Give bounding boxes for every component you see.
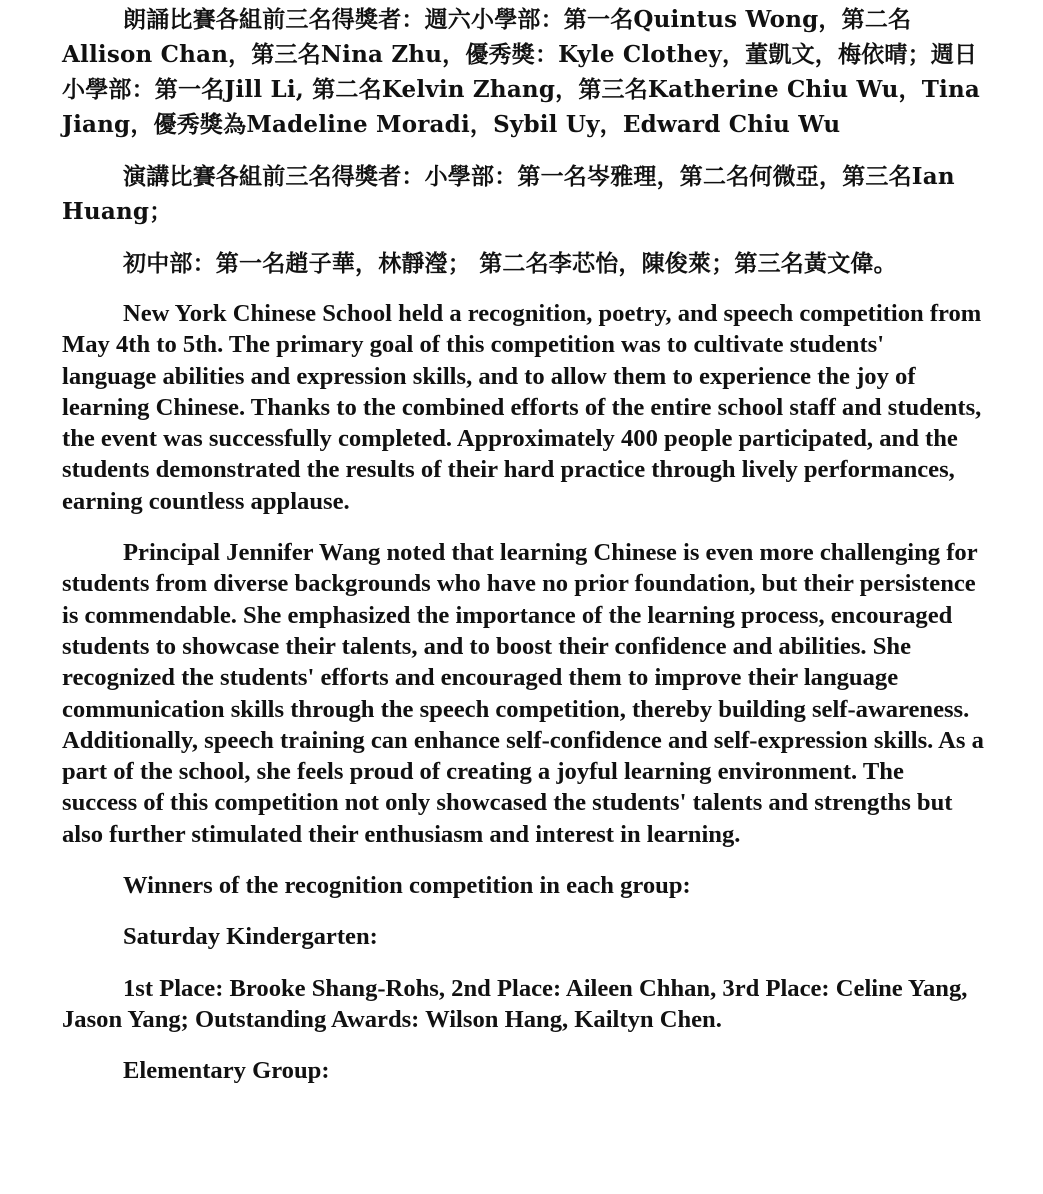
document-page [62,0,984,1107]
recognition-winners-heading: Winners of the recognition competition in each group: [123,872,691,900]
saturday-kindergarten-heading: Saturday Kindergarten: [123,923,378,951]
principal-remarks-paragraph: Principal Jennifer Wang noted that learning Chinese is even more challenging for students from diverse backgrounds who have no prior foundation, but their persistence is commendable. She emphasized the importance of the learning process, encouraged students to showcase their talents, and to boost their confidence and abilities. She recognized the students' efforts and encouraged them to improve their language communication skills through the speech competition, thereby building self-awareness. Additionally, speech training can enhance self-confidence and self-expression skills. As a part of the school, she feels proud of creating a joyful learning environment. The success of this competition not only showcased the students' talents and strengths but also further stimulated their enthusiasm and interest in learning. [62,539,984,848]
saturday-kindergarten-winners: 1st Place: Brooke Shang-Rohs, 2nd Place: Aileen Chhan, 3rd Place: Celine Yang, Jason Yang; Outstanding Awards: Wilson Hang, Kailtyn Chen. [62,974,968,1033]
event-summary-paragraph: New York Chinese School held a recognition, poetry, and speech competition from May 4th to 5th. The primary goal of this competition was to cultivate students' language abilities and expression skills, and to allow them to experience the joy of learning Chinese. Thanks to the combined efforts of the entire school staff and students, the event was successfully completed. Approximately 400 people participated, and the students demonstrated the results of their hard practice through lively performances, earning countless applause. [62,300,982,515]
speech-junior-high-winners-paragraph: 初中部：第一名趙子華，林靜瀅； 第二名李芯怡，陳俊萊；第三名黃文偉。 [123,250,897,277]
speech-elementary-winners-paragraph: 演講比賽各組前三名得獎者：小學部：第一名岑雅理，第二名何微亞，第三名Ian Huang； [62,163,955,225]
elementary-group-heading: Elementary Group: [123,1057,330,1085]
recitation-winners-paragraph: 朗誦比賽各組前三名得獎者：週六小學部：第一名Quintus Wong，第二名Allison Chan，第三名Nina Zhu，優秀獎：Kyle Clothey，董凱文，梅依晴；週日小學部：第一名Jill Li, 第二名Kelvin Zhang，第三名Katherine Chiu Wu，Tina Jiang，優秀獎為Madeline Moradi，Sybil Uy，Edward Chiu Wu [62,6,981,138]
